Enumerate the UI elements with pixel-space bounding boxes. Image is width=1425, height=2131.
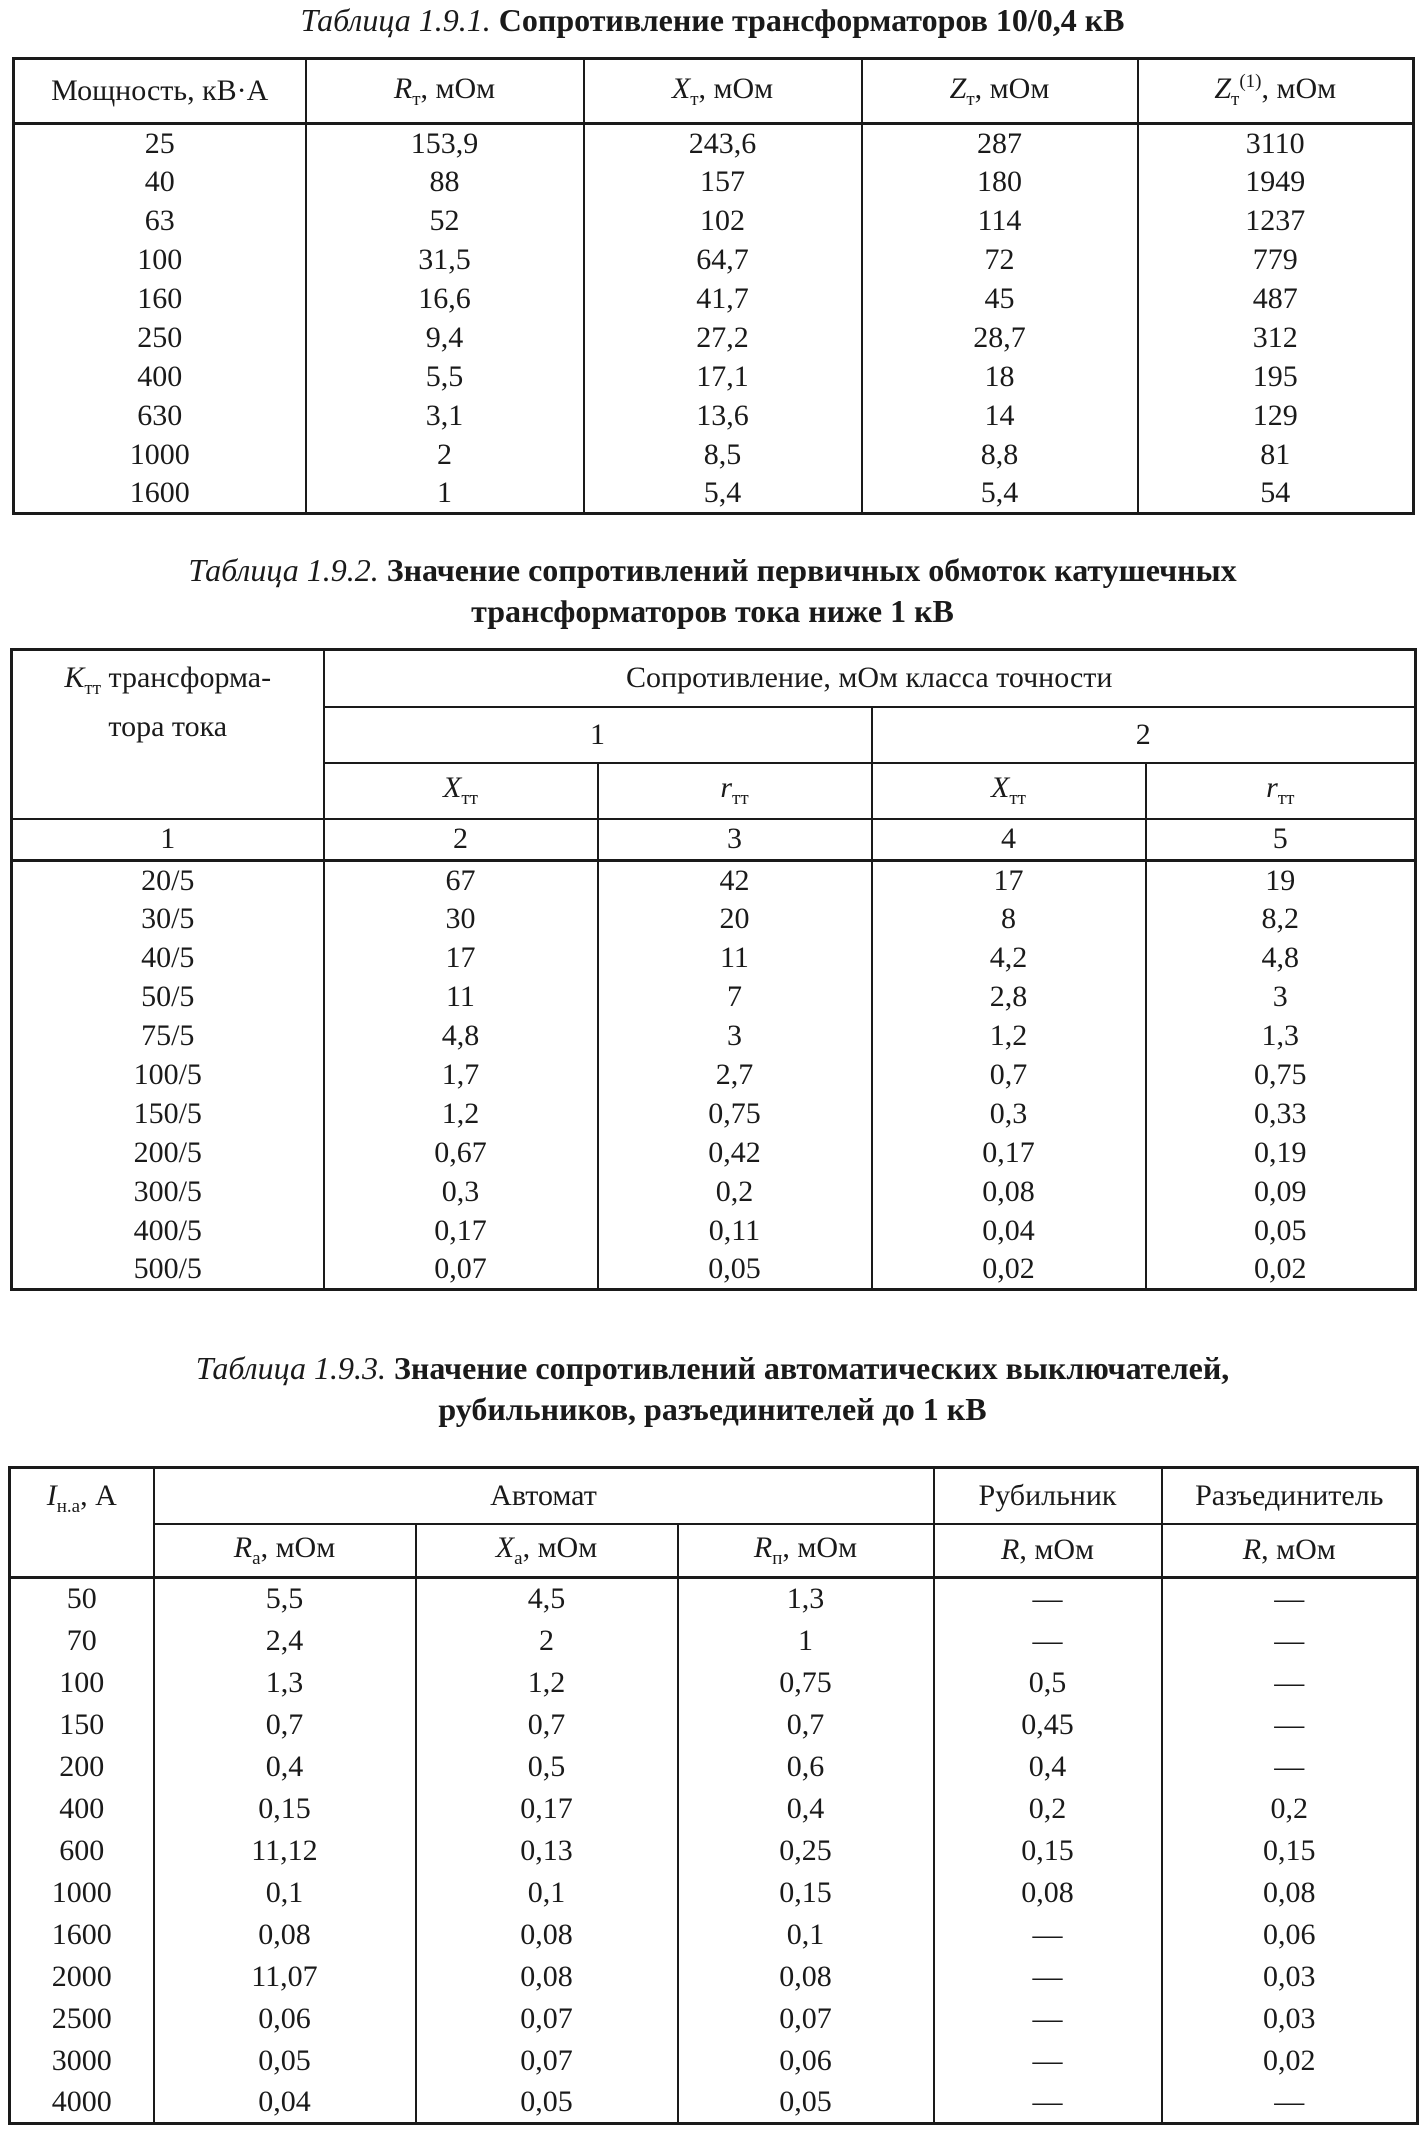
table-cell: 0,7: [872, 1056, 1146, 1095]
table-cell: 0,08: [416, 1914, 678, 1956]
table-cell: 0,2: [598, 1173, 872, 1212]
table-cell: 0,17: [416, 1788, 678, 1830]
table-row: [14, 475, 1414, 514]
table-cell: 11: [324, 978, 598, 1017]
table-cell: 0,1: [416, 1872, 678, 1914]
table-row: [12, 900, 1416, 939]
table-cell: 1000: [14, 436, 306, 475]
table-cell: 1,7: [324, 1056, 598, 1095]
table-cell: 0,67: [324, 1134, 598, 1173]
table-cell: 0,4: [678, 1788, 934, 1830]
table-cell: 195: [1138, 358, 1414, 397]
table-cell: 0,3: [324, 1173, 598, 1212]
table-cell: 0,05: [1146, 1212, 1416, 1251]
table-cell: 0,15: [154, 1788, 416, 1830]
table-cell: 11,12: [154, 1830, 416, 1872]
table2-colnum-3: 3: [598, 819, 872, 861]
table-cell: 487: [1138, 280, 1414, 319]
table-cell: —: [1162, 1746, 1418, 1788]
table-cell: 4,2: [872, 939, 1146, 978]
table2-header-class1: 1: [324, 707, 872, 763]
table-cell: 1949: [1138, 163, 1414, 202]
table-cell: 100: [10, 1662, 154, 1704]
table-cell: 4000: [10, 2082, 154, 2124]
table2-colnum-1: 1: [12, 819, 324, 861]
table-cell: —: [1162, 1662, 1418, 1704]
table-cell: 0,03: [1162, 1956, 1418, 1998]
table-cell: 157: [584, 163, 862, 202]
table-cell: 100: [14, 241, 306, 280]
table-cell: 0,5: [934, 1662, 1162, 1704]
table-cell: 0,15: [678, 1872, 934, 1914]
table-cell: 0,7: [416, 1704, 678, 1746]
table-cell: 3,1: [306, 397, 584, 436]
table-row: [10, 1704, 1418, 1746]
table-cell: 0,15: [934, 1830, 1162, 1872]
table-cell: 312: [1138, 319, 1414, 358]
table-cell: 1,2: [324, 1095, 598, 1134]
table2-body: [12, 861, 1416, 1290]
table-cell: 50/5: [12, 978, 324, 1017]
table-cell: —: [934, 2040, 1162, 2082]
table1-header-z: $Z_т$, мОм: [862, 59, 1138, 124]
table3-header-automat: Автомат: [154, 1468, 934, 1524]
table-cell: 0,4: [154, 1746, 416, 1788]
table3-header-rp: $R_п$, мОм: [678, 1524, 934, 1578]
table-cell: 0,1: [678, 1914, 934, 1956]
table-cell: 3: [1146, 978, 1416, 1017]
table-cell: 5,5: [306, 358, 584, 397]
table-cell: 0,07: [324, 1251, 598, 1290]
table-row: [10, 1620, 1418, 1662]
table-cell: —: [1162, 1620, 1418, 1662]
table-cell: 0,45: [934, 1704, 1162, 1746]
table-cell: 17,1: [584, 358, 862, 397]
table3-header-xa: $X_а$, мОм: [416, 1524, 678, 1578]
table-cell: 0,04: [872, 1212, 1146, 1251]
table2-header-resistance: Сопротивление, мОм класса точности: [324, 650, 1416, 707]
table3-body: [10, 1578, 1418, 2124]
table-cell: 243,6: [584, 124, 862, 163]
table2-colnum-5: 5: [1146, 819, 1416, 861]
table-cell: 1,2: [872, 1017, 1146, 1056]
table-cell: 250: [14, 319, 306, 358]
table-cell: 150/5: [12, 1095, 324, 1134]
table-cell: 200: [10, 1746, 154, 1788]
table-cell: 0,07: [416, 2040, 678, 2082]
table-row: [12, 1056, 1416, 1095]
table3-header-disconnector: Разъединитель: [1162, 1468, 1418, 1524]
table-cell: 102: [584, 202, 862, 241]
table-cell: 63: [14, 202, 306, 241]
table-cell: 0,07: [416, 1998, 678, 2040]
table-cell: 0,05: [598, 1251, 872, 1290]
table-cell: 150: [10, 1704, 154, 1746]
table-row: [10, 1746, 1418, 1788]
table-cell: 0,08: [934, 1872, 1162, 1914]
table-cell: 3: [598, 1017, 872, 1056]
table-cell: 13,6: [584, 397, 862, 436]
table-cell: 400: [10, 1788, 154, 1830]
table1-header-x: $X_т$, мОм: [584, 59, 862, 124]
table-cell: 0,7: [678, 1704, 934, 1746]
table1-caption-prefix: Таблица 1.9.1.: [300, 2, 491, 38]
table-cell: 287: [862, 124, 1138, 163]
table-cell: —: [934, 1578, 1162, 1620]
table-cell: 1: [678, 1620, 934, 1662]
table-cell: 0,75: [598, 1095, 872, 1134]
table3-header-rs: R, мОм: [934, 1524, 1162, 1578]
table-cell: 75/5: [12, 1017, 324, 1056]
table-row: [14, 436, 1414, 475]
table2-header-x2: $X_{тт}$: [872, 763, 1146, 819]
table-cell: 88: [306, 163, 584, 202]
table-row: [10, 2040, 1418, 2082]
table2-caption-title-line1: Значение сопротивлений первичных обмоток катушечных: [386, 552, 1237, 588]
table-cell: 153,9: [306, 124, 584, 163]
table3-header-i: $I_{н.а}$, А: [10, 1468, 154, 1578]
table-cell: 0,06: [1162, 1914, 1418, 1956]
table-row: [14, 163, 1414, 202]
table-cell: 0,06: [678, 2040, 934, 2082]
table2-header-class2: 2: [872, 707, 1416, 763]
table-cell: 0,5: [416, 1746, 678, 1788]
table-cell: 5,4: [862, 475, 1138, 514]
table-cell: 20/5: [12, 861, 324, 900]
table-cell: —: [1162, 1704, 1418, 1746]
table-cell: 64,7: [584, 241, 862, 280]
table-cell: 28,7: [862, 319, 1138, 358]
table3-header-rd: R, мОм: [1162, 1524, 1418, 1578]
table2-header-r1: $r_{тт}$: [598, 763, 872, 819]
table-cell: 180: [862, 163, 1138, 202]
table-cell: 0,11: [598, 1212, 872, 1251]
table-cell: 160: [14, 280, 306, 319]
table-cell: 0,6: [678, 1746, 934, 1788]
table1-header-r: $R_т$, мОм: [306, 59, 584, 124]
table-cell: 5,4: [584, 475, 862, 514]
table-row: [14, 124, 1414, 163]
table-cell: 114: [862, 202, 1138, 241]
table-cell: 30: [324, 900, 598, 939]
table-row: [12, 978, 1416, 1017]
table-cell: 0,05: [416, 2082, 678, 2124]
table-row: [10, 1998, 1418, 2040]
table-cell: 8,5: [584, 436, 862, 475]
table-cell: 0,15: [1162, 1830, 1418, 1872]
table-row: [12, 939, 1416, 978]
table-cell: 2,7: [598, 1056, 872, 1095]
table2-header-r2: $r_{тт}$: [1146, 763, 1416, 819]
table-row: [12, 1251, 1416, 1290]
table1-transformer-resistance: [12, 57, 1415, 515]
table-cell: 67: [324, 861, 598, 900]
table-cell: 0,07: [678, 1998, 934, 2040]
table-cell: 41,7: [584, 280, 862, 319]
table-cell: 0,04: [154, 2082, 416, 2124]
table-row: [10, 2082, 1418, 2124]
table-row: [12, 1134, 1416, 1173]
table-cell: 300/5: [12, 1173, 324, 1212]
table-cell: 0,08: [872, 1173, 1146, 1212]
table-cell: 40: [14, 163, 306, 202]
table2-header-x1: $X_{тт}$: [324, 763, 598, 819]
table-cell: 45: [862, 280, 1138, 319]
table-cell: 0,08: [154, 1914, 416, 1956]
table-cell: 40/5: [12, 939, 324, 978]
table-cell: 5,5: [154, 1578, 416, 1620]
table-cell: 2,4: [154, 1620, 416, 1662]
table-cell: 0,08: [678, 1956, 934, 1998]
table-cell: 81: [1138, 436, 1414, 475]
table-cell: 50: [10, 1578, 154, 1620]
table-cell: 4,8: [1146, 939, 1416, 978]
table3-caption-title-line2: рубильников, разъединителей до 1 кВ: [438, 1391, 987, 1427]
table-cell: 0,02: [1146, 1251, 1416, 1290]
table-cell: 2: [416, 1620, 678, 1662]
table-cell: 3110: [1138, 124, 1414, 163]
table1-caption-title: Сопротивление трансформаторов 10/0,4 кВ: [498, 2, 1125, 38]
table-cell: 11,07: [154, 1956, 416, 1998]
table-cell: 30/5: [12, 900, 324, 939]
table-row: [10, 1872, 1418, 1914]
table-cell: 9,4: [306, 319, 584, 358]
table-cell: —: [934, 1914, 1162, 1956]
table-cell: —: [934, 1956, 1162, 1998]
table-cell: 52: [306, 202, 584, 241]
table-cell: 17: [872, 861, 1146, 900]
table-cell: 1600: [10, 1914, 154, 1956]
table3-header-switch: Рубильник: [934, 1468, 1162, 1524]
table3-caption: [0, 1348, 1425, 1430]
table-row: [14, 280, 1414, 319]
table1-caption: [0, 0, 1425, 41]
table2-header-k: $K_{тт}$ трансформа- тора тока: [12, 650, 324, 819]
table-cell: 0,4: [934, 1746, 1162, 1788]
table-row: [12, 1173, 1416, 1212]
table-cell: 0,05: [154, 2040, 416, 2082]
table-cell: 0,09: [1146, 1173, 1416, 1212]
table3-caption-line2: [0, 1389, 1425, 1430]
table-cell: 0,75: [678, 1662, 934, 1704]
table-row: [12, 1017, 1416, 1056]
table3-switch-resistance: [8, 1466, 1419, 2125]
table-cell: 14: [862, 397, 1138, 436]
table-cell: 0,1: [154, 1872, 416, 1914]
table-cell: 1000: [10, 1872, 154, 1914]
table1-header-power: Мощность, кВ·А: [14, 59, 306, 124]
table-cell: 0,7: [154, 1704, 416, 1746]
table2-caption-prefix: Таблица 1.9.2.: [188, 552, 379, 588]
table-cell: 100/5: [12, 1056, 324, 1095]
table-cell: 20: [598, 900, 872, 939]
table-cell: 7: [598, 978, 872, 1017]
table-cell: 25: [14, 124, 306, 163]
table-cell: 400: [14, 358, 306, 397]
table-cell: 500/5: [12, 1251, 324, 1290]
table-cell: 0,06: [154, 1998, 416, 2040]
table-row: [10, 1914, 1418, 1956]
table2-colnum-4: 4: [872, 819, 1146, 861]
table-row: [10, 1578, 1418, 1620]
table-row: [12, 861, 1416, 900]
table-cell: —: [1162, 1578, 1418, 1620]
table-cell: 16,6: [306, 280, 584, 319]
table-row: [14, 241, 1414, 280]
table-cell: 200/5: [12, 1134, 324, 1173]
table-cell: 1,2: [416, 1662, 678, 1704]
table-cell: 11: [598, 939, 872, 978]
table3-caption-line1: [0, 1348, 1425, 1389]
table-cell: 2,8: [872, 978, 1146, 1017]
table-cell: 0,33: [1146, 1095, 1416, 1134]
table-cell: 1,3: [678, 1578, 934, 1620]
table-cell: 0,05: [678, 2082, 934, 2124]
table-cell: 0,3: [872, 1095, 1146, 1134]
table-cell: 600: [10, 1830, 154, 1872]
table-cell: 0,2: [934, 1788, 1162, 1830]
table-row: [14, 319, 1414, 358]
table-row: [10, 1788, 1418, 1830]
table-cell: 630: [14, 397, 306, 436]
table-cell: —: [934, 2082, 1162, 2124]
table-cell: 400/5: [12, 1212, 324, 1251]
table-cell: 54: [1138, 475, 1414, 514]
table2-caption: [0, 550, 1425, 632]
table-row: [14, 397, 1414, 436]
table2-colnum-2: 2: [324, 819, 598, 861]
table-cell: 42: [598, 861, 872, 900]
table-cell: 0,25: [678, 1830, 934, 1872]
table-cell: 2000: [10, 1956, 154, 1998]
table-cell: 0,2: [1162, 1788, 1418, 1830]
table-cell: 0,08: [1162, 1872, 1418, 1914]
table-cell: 129: [1138, 397, 1414, 436]
table-cell: 0,17: [324, 1212, 598, 1251]
table-row: [14, 358, 1414, 397]
table-cell: 8,2: [1146, 900, 1416, 939]
table-cell: 0,13: [416, 1830, 678, 1872]
table-cell: 2: [306, 436, 584, 475]
table-cell: 2500: [10, 1998, 154, 2040]
table-cell: 27,2: [584, 319, 862, 358]
table-row: [10, 1662, 1418, 1704]
table1-body: [14, 124, 1414, 514]
table-cell: 1,3: [154, 1662, 416, 1704]
table-cell: 18: [862, 358, 1138, 397]
table-cell: 70: [10, 1620, 154, 1662]
table-cell: 0,08: [416, 1956, 678, 1998]
table-row: [12, 1095, 1416, 1134]
table-cell: 19: [1146, 861, 1416, 900]
table-cell: 0,03: [1162, 1998, 1418, 2040]
table-cell: 1,3: [1146, 1017, 1416, 1056]
table-cell: 4,8: [324, 1017, 598, 1056]
table3-caption-prefix: Таблица 1.9.3.: [195, 1350, 386, 1386]
table2-current-transformer-resistance: [10, 648, 1417, 1291]
table-cell: —: [934, 1998, 1162, 2040]
table-cell: 1237: [1138, 202, 1414, 241]
table-cell: 0,75: [1146, 1056, 1416, 1095]
table-cell: —: [1162, 2082, 1418, 2124]
table-cell: 1600: [14, 475, 306, 514]
table1-header-z1: $Z_т^{(1)}$, мОм: [1138, 59, 1414, 124]
table-cell: 3000: [10, 2040, 154, 2082]
table-cell: 8,8: [862, 436, 1138, 475]
table3-caption-title-line1: Значение сопротивлений автоматических выключателей,: [393, 1350, 1230, 1386]
table-cell: 72: [862, 241, 1138, 280]
table-cell: —: [934, 1620, 1162, 1662]
table3-header-ra: $R_а$, мОм: [154, 1524, 416, 1578]
table-cell: 4,5: [416, 1578, 678, 1620]
table2-caption-line2: [0, 591, 1425, 632]
table-cell: 0,19: [1146, 1134, 1416, 1173]
table-cell: 0,02: [872, 1251, 1146, 1290]
table-row: [12, 1212, 1416, 1251]
table-row: [10, 1830, 1418, 1872]
table2-caption-title-line2: трансформаторов тока ниже 1 кВ: [471, 593, 954, 629]
table-cell: 1: [306, 475, 584, 514]
table-cell: 8: [872, 900, 1146, 939]
table-cell: 0,17: [872, 1134, 1146, 1173]
table-cell: 0,02: [1162, 2040, 1418, 2082]
table-cell: 779: [1138, 241, 1414, 280]
table-cell: 31,5: [306, 241, 584, 280]
table-row: [14, 202, 1414, 241]
table-cell: 0,42: [598, 1134, 872, 1173]
table-row: [10, 1956, 1418, 1998]
table2-caption-line1: [0, 550, 1425, 591]
table-cell: 17: [324, 939, 598, 978]
